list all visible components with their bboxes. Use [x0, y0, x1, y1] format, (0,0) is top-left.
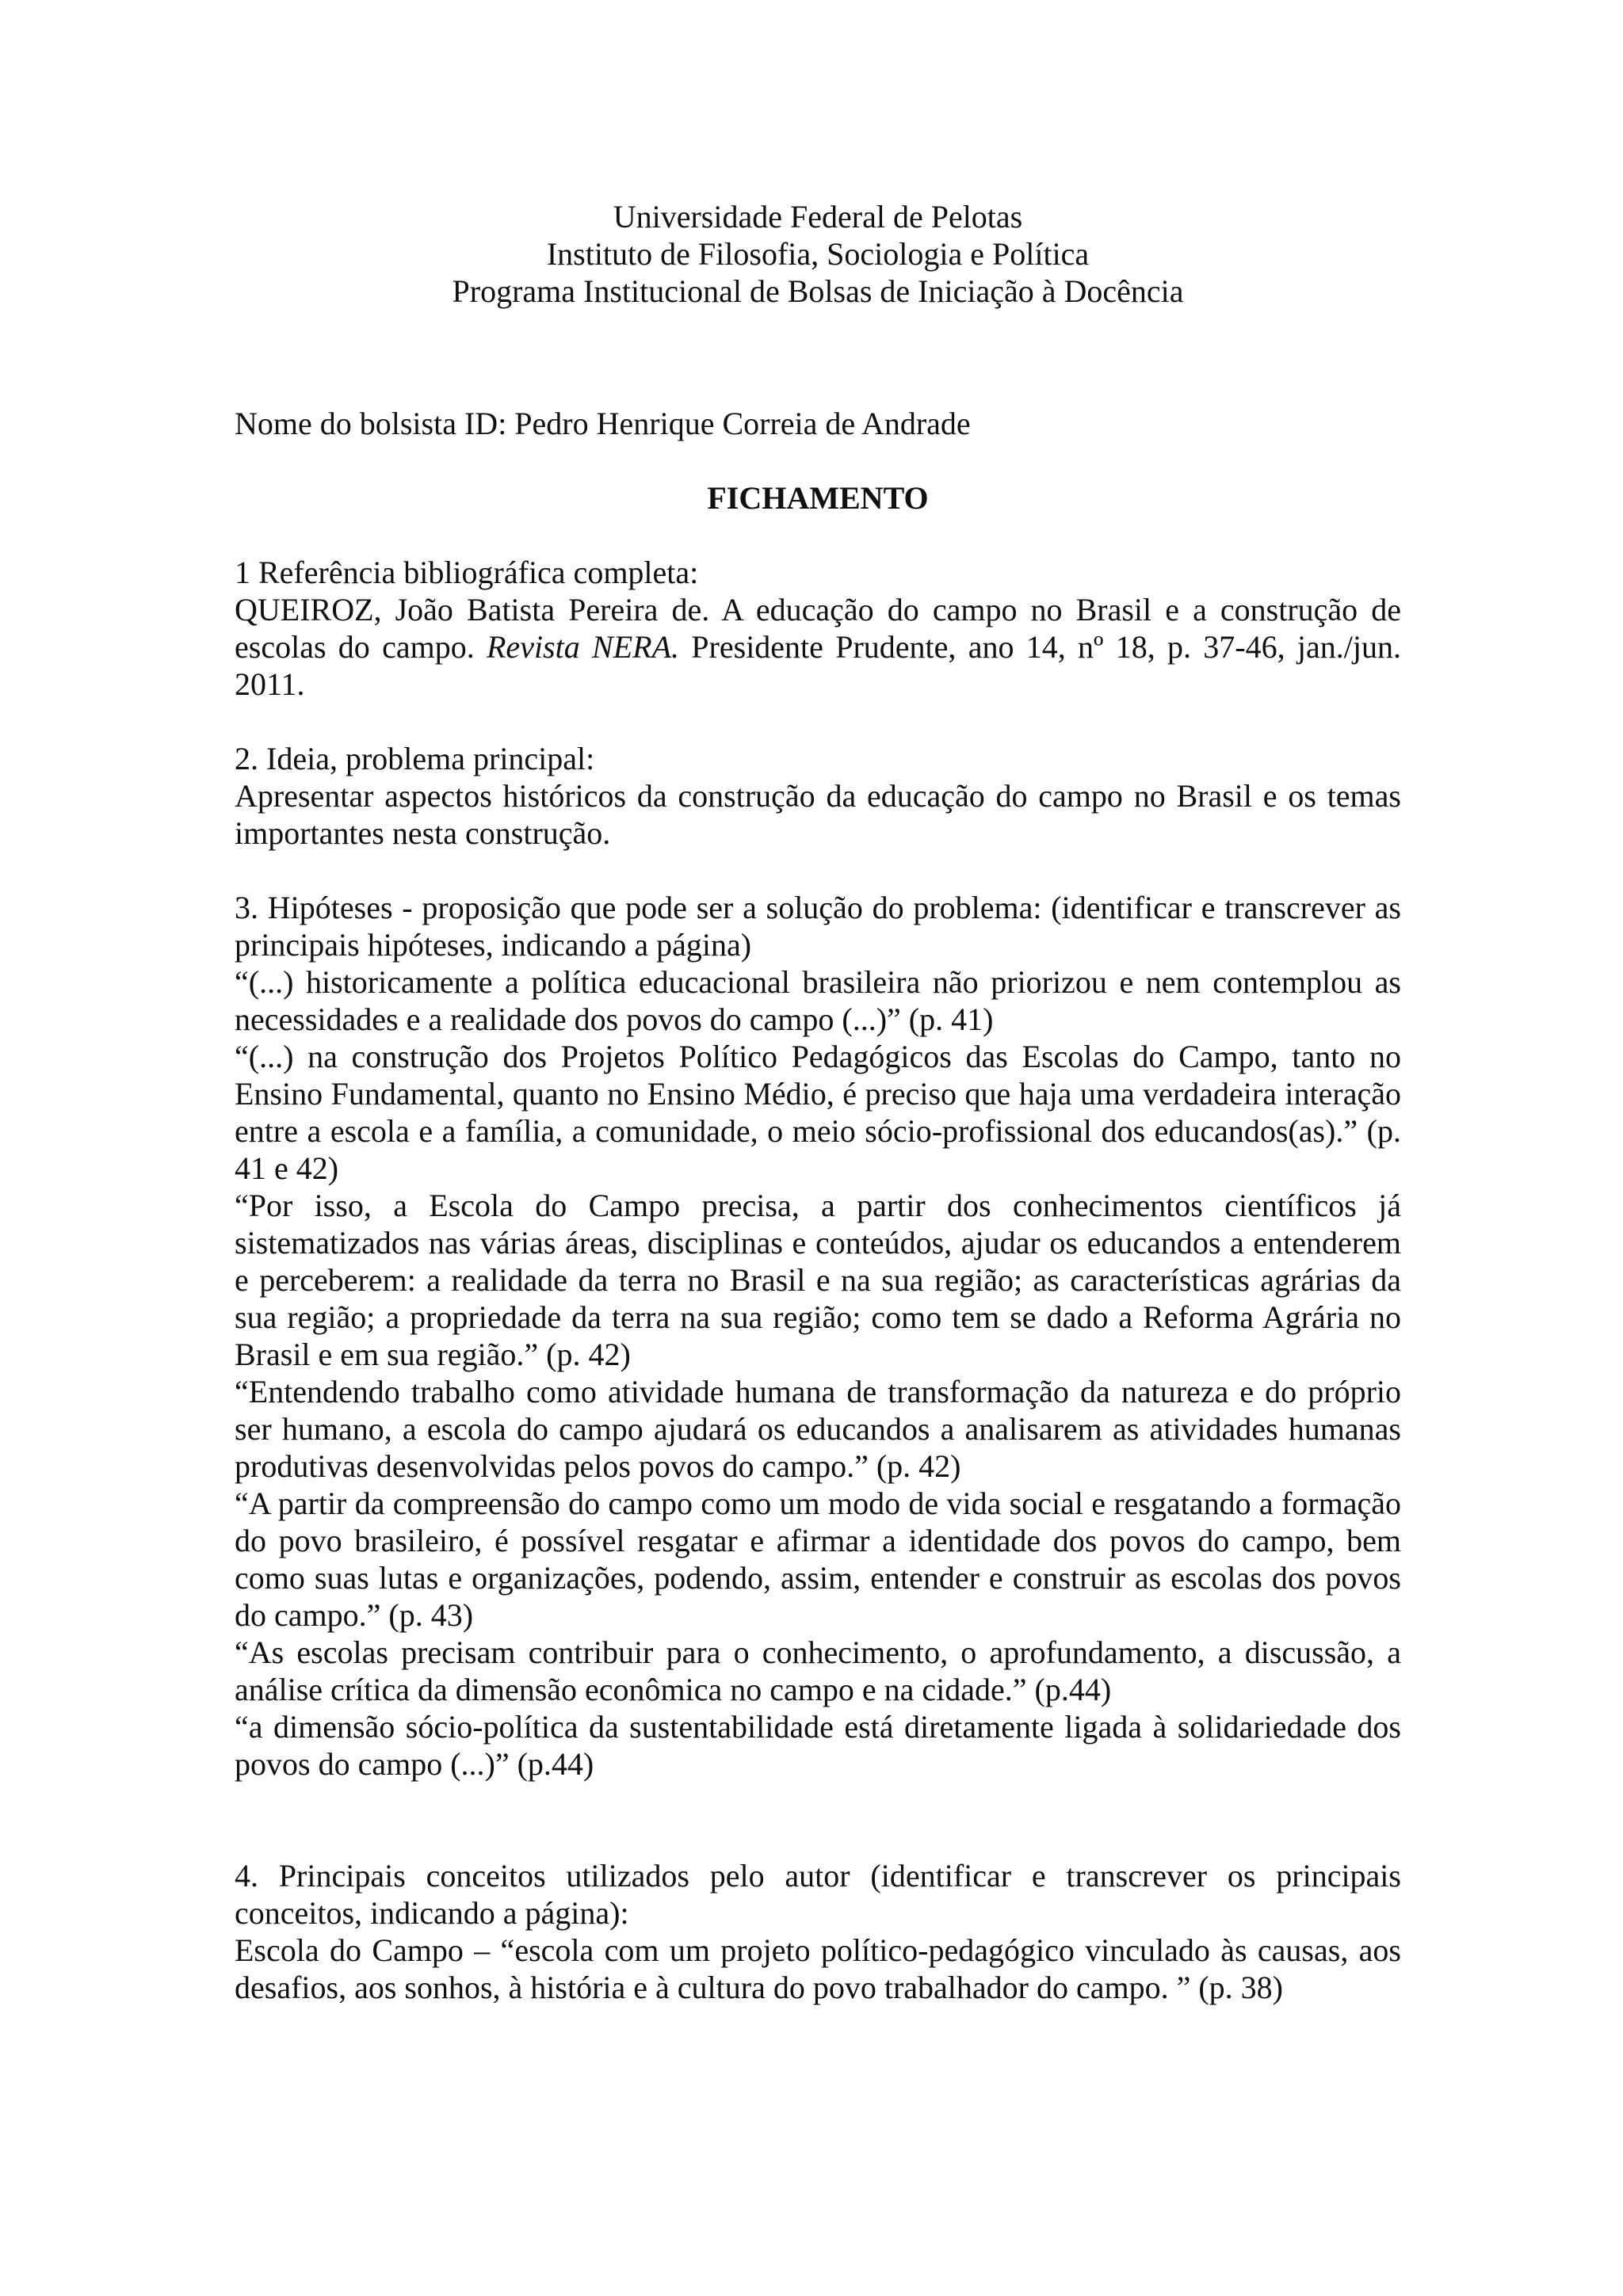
institute-name: Instituto de Filosofia, Sociologia e Política: [546, 236, 1090, 272]
section-main-idea: [235, 740, 1401, 852]
program-name: Programa Institucional de Bolsas de Iniciação à Docência: [452, 273, 1184, 309]
section-hypotheses: [235, 889, 1401, 1783]
hypothesis-quote: “Por isso, a Escola do Campo precisa, a partir dos conhecimentos científicos já sistematizados nas várias áreas, disciplinas e conteúdos, ajudar os educandos a entenderem e perceberem: a realidade da terra no Brasil e na sua região; as características agrárias da sua região; a propriedade da terra na sua região; como tem se dado a Reforma Agrária no Brasil e em sua região.” (p. 42): [235, 1188, 1401, 1372]
hypothesis-quote: “(...) historicamente a política educacional brasileira não priorizou e nem contemplou as necessidades e a realidade dos povos do campo (...)” (p. 41): [235, 964, 1401, 1037]
hypothesis-quote: “a dimensão sócio-política da sustentabilidade está diretamente ligada à solidariedade dos povos do campo (...)” (p.44): [235, 1709, 1401, 1782]
document-content: [235, 198, 1401, 2006]
hypothesis-quote: “As escolas precisam contribuir para o conhecimento, o aprofundamento, a discussão, a análise crítica da dimensão econômica no campo e na cidade.” (p.44): [235, 1634, 1401, 1707]
reference-journal: Revista NERA.: [487, 629, 680, 665]
reference-part1: QUEIROZ, João Batista Pereira de. A educação do campo no Brasil e a construção de escolas do campo.: [235, 592, 1401, 665]
reference-part2: Presidente Prudente, ano 14, nº 18, p. 37-46, jan./jun. 2011.: [235, 629, 1401, 702]
hypotheses-heading: 3. Hipóteses - proposição que pode ser a solução do problema: (identificar e transcrever as principais hipóteses, indicando a página): [235, 890, 1401, 963]
hypothesis-quote: “Entendendo trabalho como atividade humana de transformação da natureza e do próprio ser humano, a escola do campo ajudará os educandos a analisarem as atividades humanas produtivas desenvolvidas pelos povos do campo.” (p. 42): [235, 1374, 1401, 1484]
concepts-text: Escola do Campo – “escola com um projeto político-pedagógico vinculado às causas, aos desafios, aos sonhos, à história e à cultura do povo trabalhador do campo. ” (p. 38): [235, 1932, 1401, 2005]
bolsista-name: Nome do bolsista ID: Pedro Henrique Correia de Andrade: [235, 406, 971, 441]
concepts-heading: 4. Principais conceitos utilizados pelo autor (identificar e transcrever os principais conceitos, indicando a página):: [235, 1858, 1401, 1931]
hypothesis-quote: “A partir da compreensão do campo como um modo de vida social e resgatando a formação do povo brasileiro, é possível resgatar e afirmar a identidade dos povos do campo, bem como suas lutas e organizações, podendo, assim, entender e construir as escolas dos povos do campo.” (p. 43): [235, 1486, 1401, 1633]
university-name: Universidade Federal de Pelotas: [613, 199, 1023, 235]
document-title: FICHAMENTO: [707, 480, 929, 516]
section-reference: [235, 554, 1401, 703]
reference-heading: 1 Referência bibliográfica completa:: [235, 555, 699, 590]
reference-text: [235, 591, 1401, 703]
hypothesis-quote: “(...) na construção dos Projetos Político Pedagógicos das Escolas do Campo, tanto no Ensino Fundamental, quanto no Ensino Médio, é preciso que haja uma verdadeira interação entre a escola e a família, a comunidade, o meio sócio-profissional dos educandos(as).” (p. 41 e 42): [235, 1039, 1401, 1186]
institution-header: [235, 198, 1401, 310]
section-concepts: [235, 1857, 1401, 2006]
main-idea-text: Apresentar aspectos históricos da construção da educação do campo no Brasil e os temas importantes nesta construção.: [235, 778, 1401, 851]
main-idea-heading: 2. Ideia, problema principal:: [235, 741, 595, 776]
